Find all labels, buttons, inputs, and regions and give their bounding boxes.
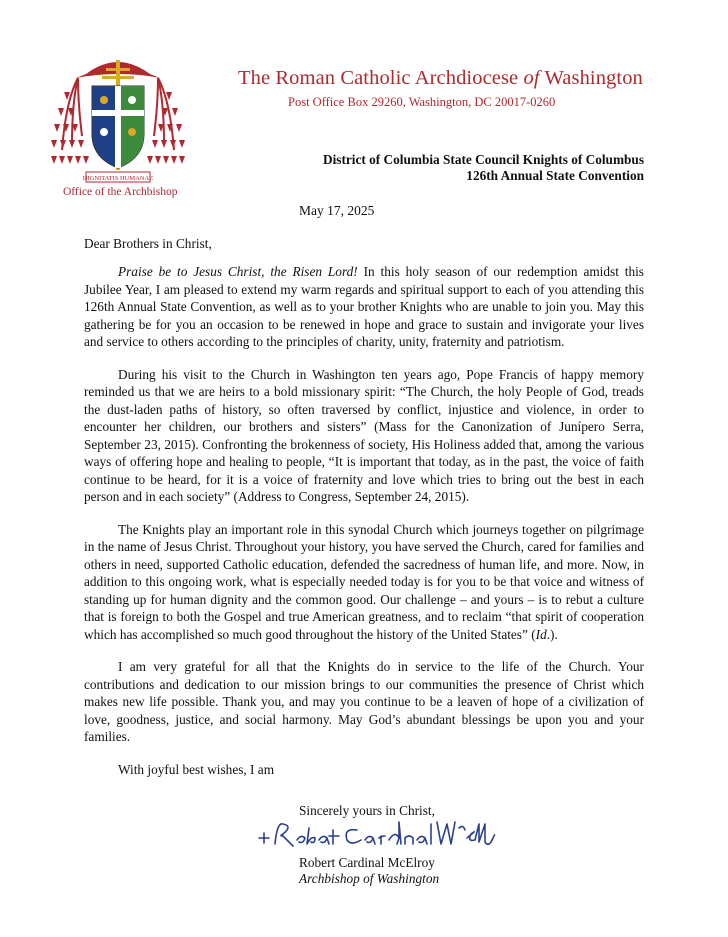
event-heading	[323, 152, 644, 183]
letterhead-address: Post Office Box 29260, Washington, DC 20017-0260	[288, 95, 556, 109]
letter-body	[84, 263, 644, 793]
event-line-2: 126th Annual State Convention	[466, 167, 644, 183]
coat-of-arms-icon	[48, 40, 188, 200]
title-part-1: The Roman Catholic Archdiocese	[238, 67, 524, 89]
paragraph-1-italic: Praise be to Jesus Christ, the Risen Lord!	[118, 264, 358, 279]
salutation: Dear Brothers in Christ,	[84, 236, 212, 251]
letter-date: May 17, 2025	[299, 203, 375, 218]
paragraph-3-italic: Id	[535, 626, 547, 642]
paragraph-3-end: .).	[546, 626, 558, 642]
paragraph-3-text: The Knights play an important role in this synodal Church which journeys together on pilgrimage in the name of Jesus Christ. Throughout your history, you have served the Church, cared for families and others in need, supported Catholic education, defended the sacredness of human life, and more. Now, in addition to this ongoing work, what is especially needed today is for you to be that voice and witness of standing up for human dignity and the common good. Our challenge – and yours – is to rebut a culture that is foreign to both the Gospel and true American greatness, and to reclaim “that spirit of cooperation which has accomplished so much good throughout the history of the United States” (	[84, 521, 644, 642]
paragraph-5: With joyful best wishes, I am	[118, 761, 275, 777]
office-label: Office of the Archbishop	[63, 186, 178, 198]
paragraph-1	[84, 263, 644, 351]
letterhead-title	[238, 67, 643, 90]
signer-title: Archbishop of Washington	[299, 871, 440, 886]
handwritten-signature	[253, 808, 503, 858]
paragraph-1-text: In this holy season of our redemption amidst this Jubilee Year, I am pleased to extend my warm regards and spiritual support to each of you attending this 126th Annual State Convention, as well as to your brother Knights who are unable to join you. May this gathering be for you an occasion to be renewed in hope and grace to sustain and invigorate your lives and service to others according to the principles of charity, unity, fraternity and patriotism.	[84, 264, 644, 349]
event-line-1: District of Columbia State Council Knights of Columbus	[323, 152, 644, 167]
paragraph-4: I am very grateful for all that the Knights do in service to the life of the Church. Your contributions and dedication to our mission brings to our communities the presence of Christ which makes new life possible. Thank you, and may you continue to be a leaven of hope of a civilization of love, goodness, justice, and social harmony. May God’s abundant blessings be upon you and your families.	[84, 659, 644, 744]
title-of: of	[523, 67, 540, 89]
paragraph-2: During his visit to the Church in Washington ten years ago, Pope Francis of happy memory reminded us that we are heirs to a bold missionary spirit: “The Church, the holy People of God, treads the dust-laden paths of history, so often traversed by conflict, injustice and violence, in order to encounter her children, our brothers and sisters” (Mass for the Canonization of Junípero Serra, September 23, 2015). Confronting the brokenness of society, His Holiness added that, among the various ways of offering hope and healing to people, “It is important that today, as in the past, the voice of faith continue to be heard, for it is a voice of fraternity and love which tries to bring out the best in each person and in each society” (Address to Congress, September 24, 2015).	[84, 366, 644, 504]
closing-line: Sincerely yours in Christ,	[299, 803, 435, 818]
title-part-2: Washington	[539, 67, 643, 89]
crest-motto: DIGNITATIS HUMANAE	[82, 175, 154, 182]
paragraph-3	[84, 521, 644, 644]
signer-name: Robert Cardinal McElroy	[299, 855, 435, 870]
